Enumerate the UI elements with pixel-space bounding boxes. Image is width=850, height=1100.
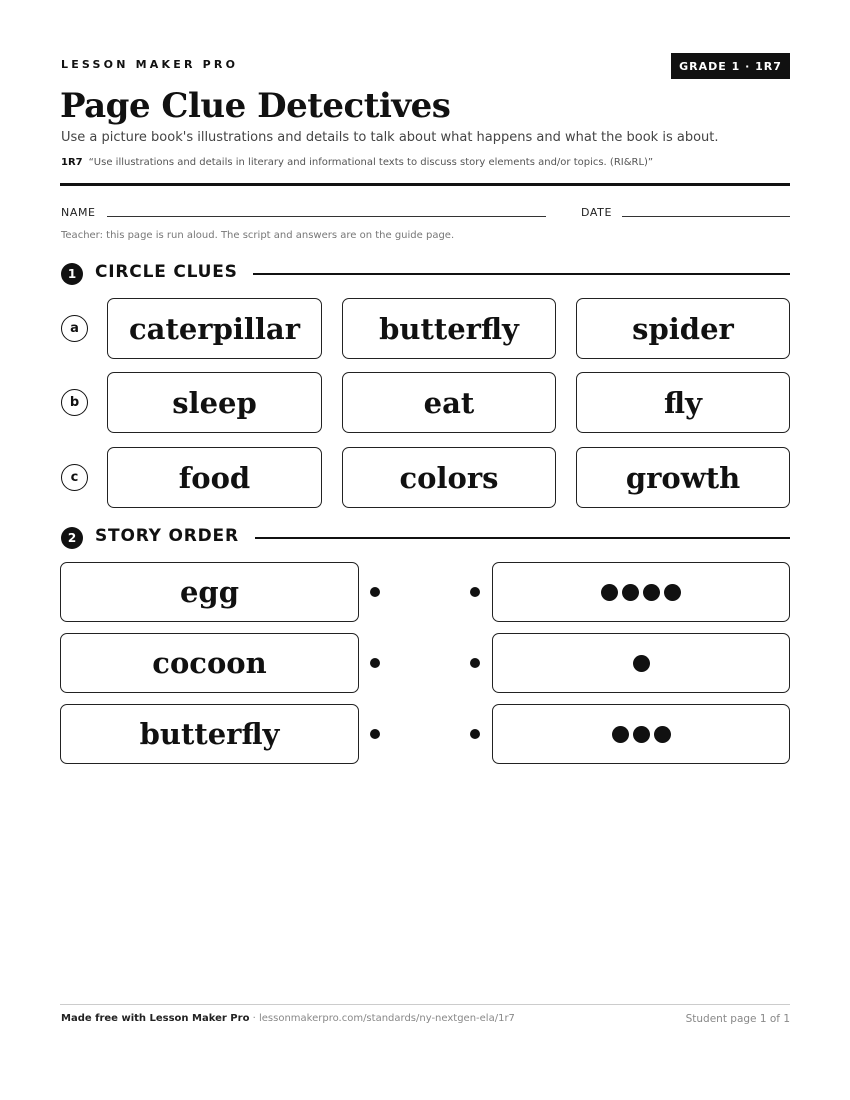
page-title: Page Clue Detectives — [60, 86, 451, 126]
footer-divider — [60, 1004, 790, 1005]
date-label: DATE — [581, 206, 613, 219]
word-choice-b1[interactable]: sleep — [107, 372, 322, 433]
grade-badge: GRADE 1 · 1R7 — [671, 53, 790, 79]
standard-text: “Use illustrations and details in literary and informational texts to discuss story elements and/or topics. (RI&RL)” — [88, 157, 654, 168]
word-choice-a2[interactable]: butterfly — [342, 298, 556, 359]
date-field[interactable] — [622, 216, 790, 217]
count-dot — [612, 726, 629, 743]
section-number-2: 2 — [61, 527, 83, 549]
standard-line — [61, 157, 653, 168]
order-word-3[interactable]: butterfly — [60, 704, 359, 764]
word-choice-a3[interactable]: spider — [576, 298, 790, 359]
right-connector-dot-2[interactable] — [470, 658, 480, 668]
footer-credit — [61, 1013, 515, 1024]
word-choice-b2[interactable]: eat — [342, 372, 556, 433]
footer-url[interactable]: · lessonmakerpro.com/standards/ny-nextgen-ela/1r7 — [249, 1013, 515, 1024]
word-choice-b3[interactable]: fly — [576, 372, 790, 433]
teacher-note: Teacher: this page is run aloud. The script and answers are on the guide page. — [61, 230, 455, 241]
section-number-1: 1 — [61, 263, 83, 285]
count-dot — [633, 726, 650, 743]
standard-code: 1R7 — [61, 157, 83, 168]
count-dot — [601, 584, 618, 601]
section-rule-1 — [253, 273, 790, 275]
right-connector-dot-3[interactable] — [470, 729, 480, 739]
section-title-circle-clues: CIRCLE CLUES — [95, 262, 238, 282]
dot-count-box-2[interactable] — [492, 633, 790, 693]
name-label: NAME — [61, 206, 96, 219]
word-choice-c2[interactable]: colors — [342, 447, 556, 508]
dot-count-box-1[interactable] — [492, 562, 790, 622]
count-dot — [633, 655, 650, 672]
page-subtitle: Use a picture book's illustrations and details to talk about what happens and what the book is about. — [61, 130, 719, 145]
count-dot — [654, 726, 671, 743]
footer-page-number: Student page 1 of 1 — [685, 1013, 790, 1025]
row-letter-a: a — [61, 315, 88, 342]
left-connector-dot-1[interactable] — [370, 587, 380, 597]
word-choice-c1[interactable]: food — [107, 447, 322, 508]
section-title-story-order: STORY ORDER — [95, 526, 239, 546]
footer-made-with: Made free with Lesson Maker Pro — [61, 1013, 250, 1024]
brand-name: LESSON MAKER PRO — [61, 58, 239, 71]
name-field[interactable] — [107, 216, 546, 217]
section-rule-2 — [255, 537, 790, 539]
count-dot — [622, 584, 639, 601]
right-connector-dot-1[interactable] — [470, 587, 480, 597]
count-dot — [664, 584, 681, 601]
left-connector-dot-3[interactable] — [370, 729, 380, 739]
row-letter-c: c — [61, 464, 88, 491]
left-connector-dot-2[interactable] — [370, 658, 380, 668]
dot-count-box-3[interactable] — [492, 704, 790, 764]
order-word-2[interactable]: cocoon — [60, 633, 359, 693]
row-letter-b: b — [61, 389, 88, 416]
word-choice-c3[interactable]: growth — [576, 447, 790, 508]
order-word-1[interactable]: egg — [60, 562, 359, 622]
word-choice-a1[interactable]: caterpillar — [107, 298, 322, 359]
count-dot — [643, 584, 660, 601]
header-divider — [60, 183, 790, 186]
